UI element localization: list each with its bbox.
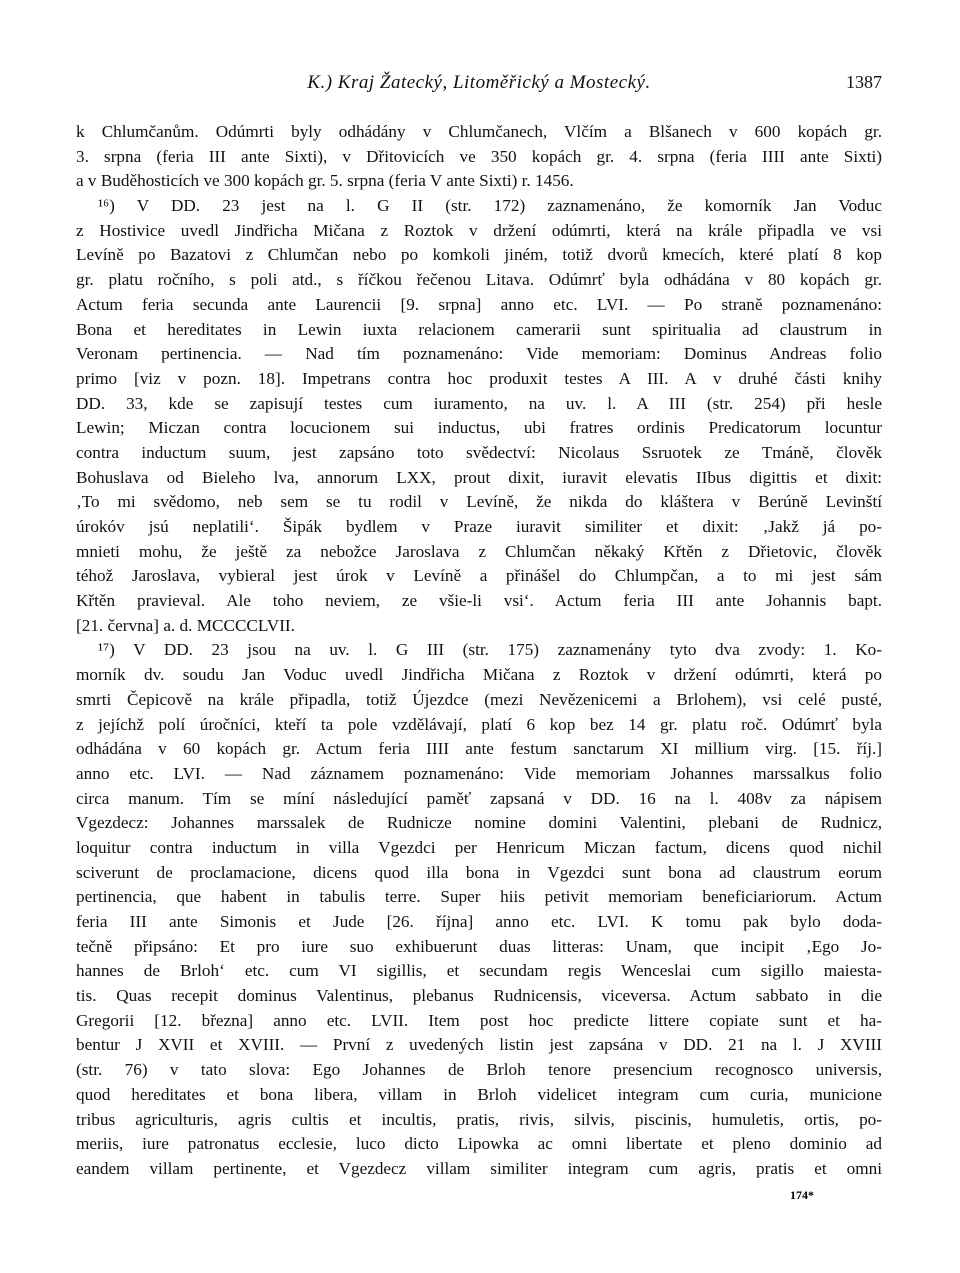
page-number: 1387 — [846, 72, 882, 92]
text-line: Veronam pertinencia. — Nad tím poznamenáno: Vide memoriam: Dominus Andreas folio — [76, 344, 882, 364]
text-line: mnieti mohu, že ještě za nebožce Jaroslava z Chlumčan někaký Křtěn z Dřietovic, člověk — [76, 541, 882, 561]
text-line: circa manum. Tím se míní následující paměť zapsaná v DD. 16 na l. 408v za nápisem — [76, 788, 882, 808]
text-line: Bohuslava od Bieleho lva, annorum LXX, prout dixit, iuravit elevatis IIbus digittis et dixit: — [76, 467, 882, 487]
text-line: z jejíchž polí úročníci, kteří ta pole vzdělávají, platí 6 kop bez 14 gr. platu roč. Odúmrť byla — [76, 714, 882, 734]
text-line: gr. platu ročního, s poli atd., s říčkou řečenou Litava. Odúmrť byla odhádána v 80 kopách gr. — [76, 270, 882, 290]
text-line: smrti Čepicově na krále připadla, totiž Újezdce (mezi Nevězenicemi a Brlohem), vsi celé pusté, — [76, 689, 882, 709]
text-line: meriis, iure patronatus ecclesie, luco dicto Lipowka ac omni libertate et pleno dominio ad — [76, 1134, 882, 1154]
text-line: sciverunt de proclamacione, dicens quod illa bona in Vgezdci sunt bona ad claustrum eorum — [76, 862, 882, 882]
text-line: tribus agriculturis, agris cultis et incultis, pratis, rivis, silvis, piscinis, humuletis, ortis, po- — [76, 1109, 882, 1129]
text-line: ¹⁷) V DD. 23 jsou na uv. l. G III (str. 175) zaznamenány tyto dva zvody: 1. Ko- — [98, 640, 882, 660]
page-header — [76, 72, 882, 102]
text-line: odhádána v 60 kopách gr. Actum feria IIII ante festum sanctarum XI millium virg. [15. říj.] — [76, 739, 882, 759]
text-line: ¹⁶) V DD. 23 jest na l. G II (str. 172) zaznamenáno, že komorník Jan Voduc — [98, 196, 882, 216]
running-title: K.) Kraj Žatecký, Litoměřický a Mostecký. — [307, 72, 651, 93]
text-line: Lewin; Miczan contra locucionem sui inductus, ubi fratres ordinis Predicatorum locuntur — [76, 418, 882, 438]
body-text — [76, 120, 882, 1182]
document-page — [76, 72, 882, 1182]
text-line: quod hereditates et bona libera, villam in Brloh videlicet integram cum curia, municione — [76, 1084, 882, 1104]
text-line: feria III ante Simonis et Jude [26. října] anno etc. LVI. K tomu pak bylo doda- — [76, 912, 882, 931]
text-line: Bona et hereditates in Lewin iuxta relacionem camerarii sunt spiritualia ad claustrum in — [76, 319, 882, 339]
text-line: 3. srpna (feria III ante Sixti), v Dřitovicích ve 350 kopách gr. 4. srpna (feria IIII ante Sixti) — [76, 146, 882, 166]
text-line: tis. Quas recepit dominus Valentinus, plebanus Rudnicensis, viceversa. Actum sabbato in die — [76, 986, 882, 1006]
text-line: primo [viz v pozn. 18]. Impetrans contra hoc produxit testes A III. A v druhé části knihy — [76, 368, 882, 388]
text-line: contra inductum suum, jest zapsáno toto svědectví: Nicolaus Ssruotek ze Tmáně, člověk — [76, 442, 882, 462]
text-line: bentur J XVII et XVIII. — První z uvedených listin jest zapsána v DD. 21 na l. J XVIII — [76, 1035, 882, 1055]
text-line: Vgezdecz: Johannes marssalek de Rudnicze nomine domini Valentini, plebani de Rudnicz, — [76, 813, 882, 833]
text-line: [21. června] a. d. MCCCCLVII. — [76, 615, 295, 635]
text-line: k Chlumčanům. Odúmrti byly odhádány v Chlumčanech, Vlčím a Blšanech v 600 kopách gr. — [76, 122, 882, 141]
text-line: Křtěn pravieval. Ale toho neviem, ze všie-li vsi‘. Actum feria III ante Johannis bapt. — [76, 591, 882, 611]
text-line: z Hostivice uvedl Jindřicha Mičana z Roztok v držení odúmrti, která na krále připadla ve vsi — [76, 220, 882, 240]
text-line: Gregorii [12. března] anno etc. LVII. Item post hoc predicte littere copiate sunt et ha- — [76, 1010, 882, 1030]
text-line: hannes de Brloh‘ etc. cum VI sigillis, et secundam regis Wenceslai cum sigillo maiesta- — [76, 961, 882, 981]
text-line: Actum feria secunda ante Laurencii [9. srpna] anno etc. LVI. — Po straně poznamenáno: — [76, 294, 882, 314]
text-line: úrokóv jsú neplatili‘. Šipák bydlem v Praze iuravit similiter et dixit: ‚Jakž já po- — [76, 517, 882, 536]
text-line: eandem villam pertinente, et Vgezdecz villam similiter integram cum agris, pratis et omni — [76, 1158, 882, 1178]
text-line: téhož Jaroslava, vybieral jest úrok v Levíně a přinášel do Chlumpčan, a to mi jest sám — [76, 566, 882, 586]
text-line: tečně připsáno: Et pro iure suo exhibuerunt duas litteras: Unam, que incipit ‚Ego Jo- — [76, 936, 882, 956]
text-line: anno etc. LVI. — Nad záznamem poznamenáno: Vide memoriam Johannes marssalkus folio — [76, 763, 882, 783]
text-line: ‚To mi svědomo, neb sem se tu rodil v Levíně, že nikda do kláštera v Berúně Levinští — [76, 492, 882, 512]
text-line: DD. 33, kde se zapisují testes cum iuramento, na uv. l. A III (str. 254) při hesle — [76, 393, 882, 413]
text-line: pertinencia, que habent in tabulis terre. Super hiis petivit memoriam beneficiariorum. Actum — [76, 887, 882, 907]
text-line: morník dv. soudu Jan Voduc uvedl Jindřicha Mičana z Roztok v držení odúmrti, která po — [76, 665, 882, 685]
text-line: loquitur contra inductum in villa Vgezdci per Henricum Miczan factum, dicens quod nichil — [76, 837, 882, 857]
printer-signature-mark: 174* — [790, 1188, 814, 1202]
text-line: a v Buděhosticích ve 300 kopách gr. 5. srpna (feria V ante Sixti) r. 1456. — [76, 171, 574, 191]
text-line: Levíně po Bazatovi z Chlumčan nebo po komkoli jiném, totiž dvorů kmecích, které platí 8 kop — [76, 245, 882, 265]
text-line: (str. 76) v tato slova: Ego Johannes de Brloh tenore presencium recognosco universis, — [76, 1060, 882, 1080]
